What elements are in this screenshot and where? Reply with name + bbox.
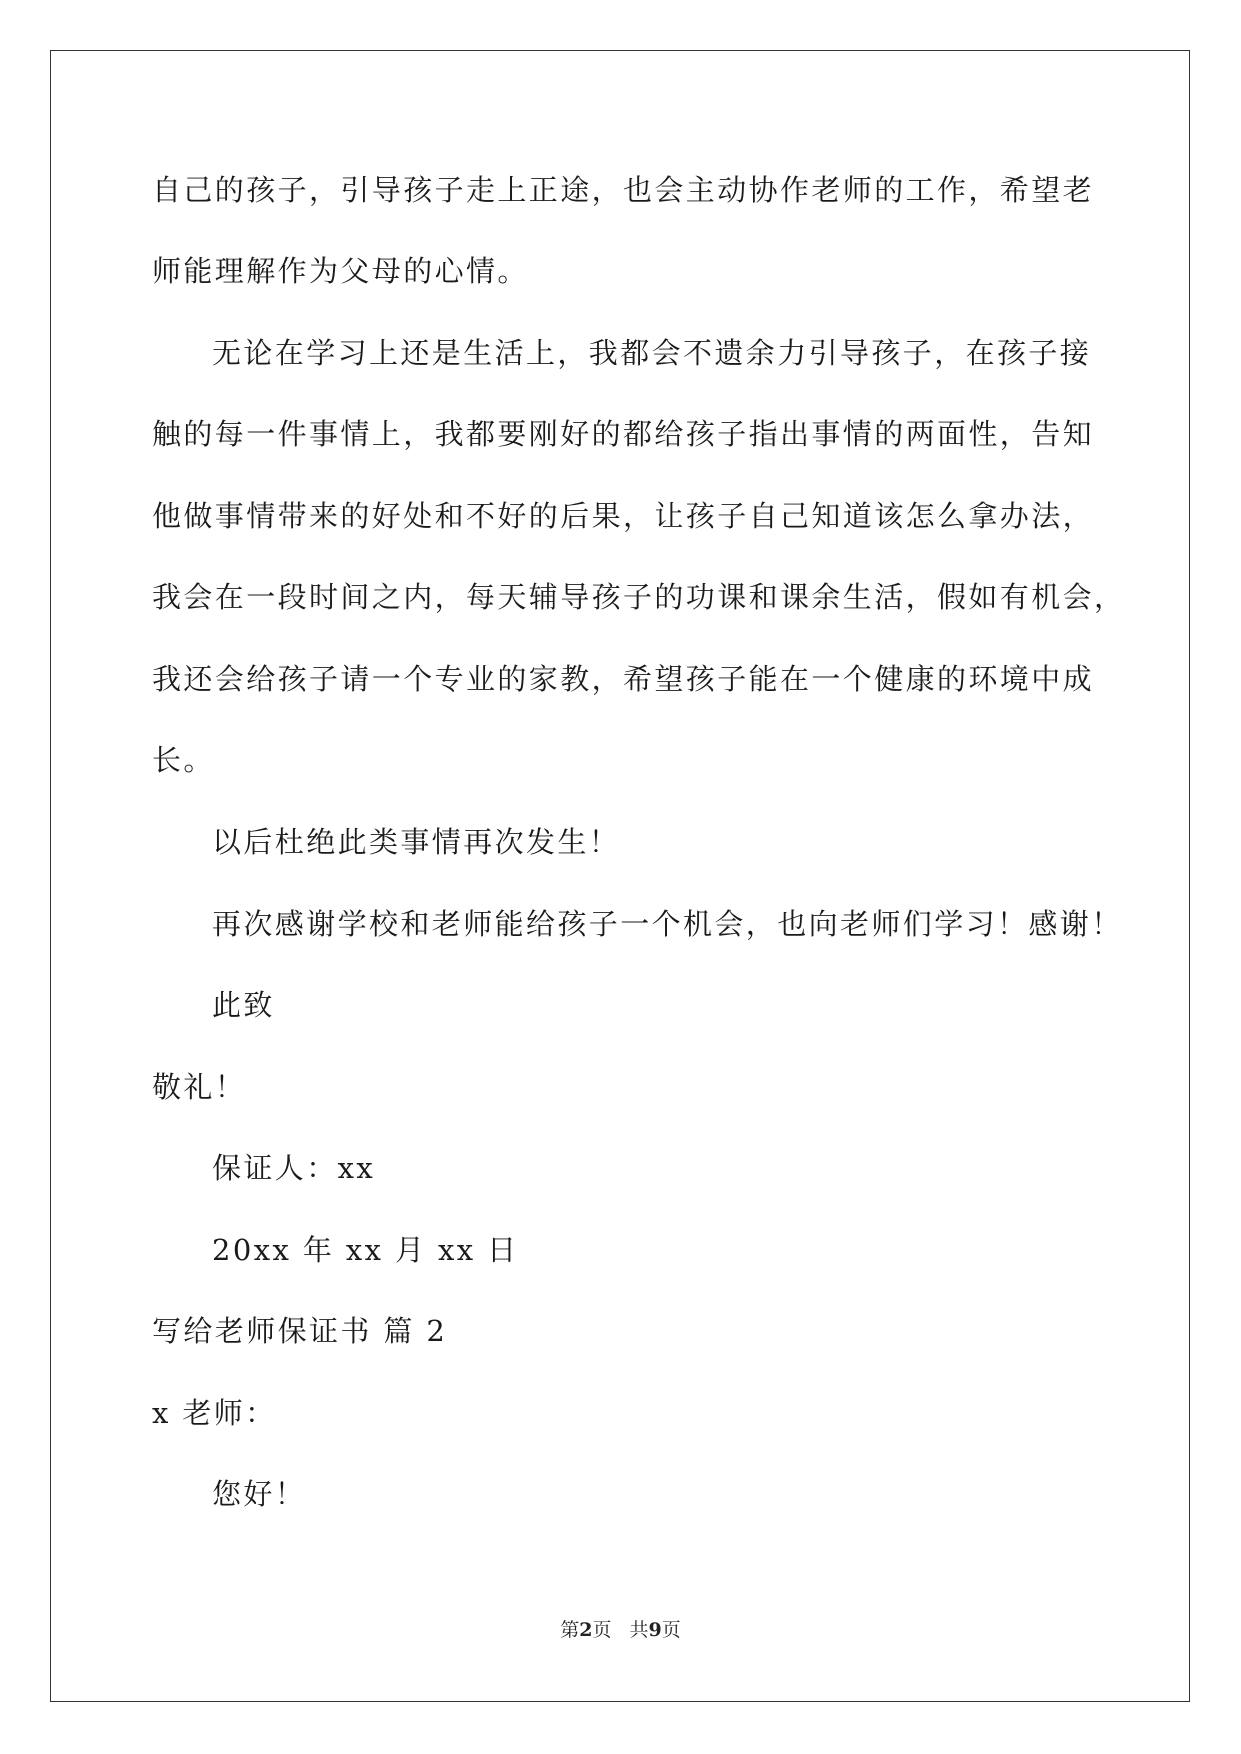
salutation-line: 此致 — [212, 988, 275, 1022]
paragraph-line: 无论在学习上还是生活上，我都会不遗余力引导孩子，在孩子接 — [212, 336, 1092, 370]
salutation-line: 敬礼！ — [152, 1070, 247, 1104]
section-heading: 写给老师保证书 篇 2 — [152, 1314, 448, 1348]
paragraph-line: 自己的孩子，引导孩子走上正途，也会主动协作老师的工作，希望老 — [152, 173, 1095, 207]
paragraph-line: 我会在一段时间之内，每天辅导孩子的功课和课余生活，假如有机会， — [152, 580, 1126, 614]
page-border — [50, 50, 1190, 1702]
paragraph-line: 他做事情带来的好处和不好的后果，让孩子自己知道该怎么拿办法， — [152, 499, 1095, 533]
page-number: 2 — [579, 1619, 593, 1641]
addressee-line: x 老师： — [152, 1396, 277, 1430]
paragraph-line: 长。 — [152, 743, 215, 777]
page-footer — [0, 1618, 1241, 1642]
total-pages: 9 — [648, 1619, 662, 1641]
page-prefix: 第 — [560, 1619, 580, 1641]
total-prefix: 共 — [629, 1619, 649, 1641]
paragraph-line: 师能理解作为父母的心情。 — [152, 254, 529, 288]
page-suffix: 页 — [592, 1619, 612, 1641]
paragraph-line: 以后杜绝此类事情再次发生！ — [212, 825, 621, 859]
paragraph-line: 触的每一件事情上，我都要刚好的都给孩子指出事情的两面性，告知 — [152, 417, 1095, 451]
paragraph-line: 再次感谢学校和老师能给孩子一个机会，也向老师们学习！感谢！ — [212, 907, 1123, 941]
signature-line: 保证人：xx — [212, 1151, 376, 1185]
paragraph-line: 我还会给孩子请一个专业的家教，希望孩子能在一个健康的环境中成 — [152, 662, 1095, 696]
total-suffix: 页 — [661, 1619, 681, 1641]
date-line: 20xx 年 xx 月 xx 日 — [212, 1233, 519, 1267]
greeting-line: 您好！ — [212, 1477, 307, 1511]
